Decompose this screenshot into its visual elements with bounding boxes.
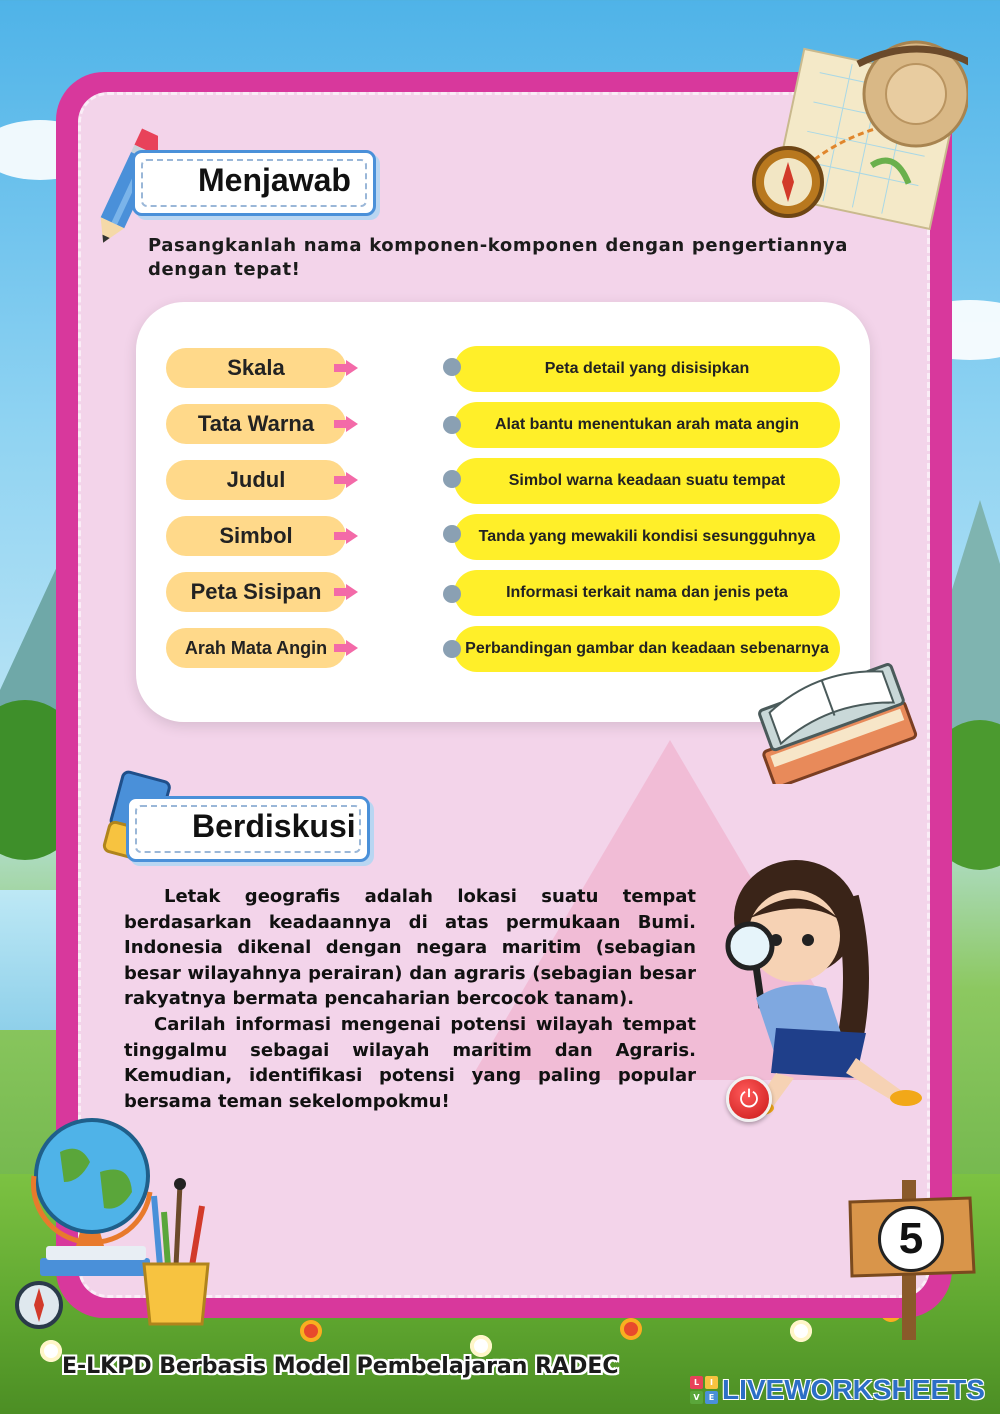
page-number: 5 xyxy=(878,1206,944,1272)
arrow-right-icon[interactable] xyxy=(334,472,360,488)
definition-1: Peta detail yang disisipkan xyxy=(454,346,840,392)
connector-dot[interactable] xyxy=(443,416,461,434)
map-hat-compass-decoration xyxy=(748,24,968,234)
term-peta-sisipan[interactable]: Peta Sisipan xyxy=(166,572,346,612)
logo-letter: L xyxy=(690,1376,703,1389)
arrow-right-icon[interactable] xyxy=(334,528,360,544)
definition-4: Tanda yang mewakili kondisi sesungguhnya xyxy=(454,514,840,560)
arrow-right-icon[interactable] xyxy=(334,584,360,600)
discussion-paragraph-2: Carilah informasi mengenai potensi wilayah tempat tinggalmu sebagai wilayah maritim dan Agraris. Kemudian, identifikasi potensi yang paling popular bersama teman sekelompokmu! xyxy=(124,1013,696,1112)
connector-dot[interactable] xyxy=(443,358,461,376)
connector-dot[interactable] xyxy=(443,470,461,488)
term-tata-warna[interactable]: Tata Warna xyxy=(166,404,346,444)
logo-letter: E xyxy=(705,1391,718,1404)
book-stack-icon xyxy=(746,656,922,784)
footer-title: E-LKPD Berbasis Model Pembelajaran RADEC xyxy=(62,1354,619,1379)
term-simbol[interactable]: Simbol xyxy=(166,516,346,556)
term-judul[interactable]: Judul xyxy=(166,460,346,500)
discussion-text xyxy=(124,884,696,1114)
flower xyxy=(620,1318,642,1340)
definition-5: Informasi terkait nama dan jenis peta xyxy=(454,570,840,616)
arrow-right-icon[interactable] xyxy=(334,360,360,376)
connector-dot[interactable] xyxy=(443,640,461,658)
arrow-right-icon[interactable] xyxy=(334,640,360,656)
arrow-right-icon[interactable] xyxy=(334,416,360,432)
compass-icon xyxy=(14,1280,64,1330)
flower xyxy=(300,1320,322,1342)
connector-dot[interactable] xyxy=(443,585,461,603)
liveworksheets-logo[interactable] xyxy=(690,1372,985,1408)
flower xyxy=(790,1320,812,1342)
menjawab-title: Menjawab xyxy=(198,162,351,198)
connector-dot[interactable] xyxy=(443,525,461,543)
definition-6: Perbandingan gambar dan keadaan sebenarnya xyxy=(454,626,840,672)
berdiskusi-title: Berdiskusi xyxy=(192,808,356,844)
liveworksheets-wordmark: LIVEWORKSHEETS xyxy=(722,1374,985,1405)
logo-letter: V xyxy=(690,1391,703,1404)
term-skala[interactable]: Skala xyxy=(166,348,346,388)
pencil-cup-icon xyxy=(136,1176,216,1326)
logo-letter: I xyxy=(705,1376,718,1389)
definition-3: Simbol warna keadaan suatu tempat xyxy=(454,458,840,504)
liveworksheets-icon xyxy=(690,1376,718,1404)
definition-2: Alat bantu menentukan arah mata angin xyxy=(454,402,840,448)
power-button[interactable]: ⏻ xyxy=(726,1076,772,1122)
term-arah-mata-angin[interactable]: Arah Mata Angin xyxy=(166,628,346,668)
discussion-paragraph-1: Letak geografis adalah lokasi suatu tempat berdasarkan keadaannya di atas permukaan Bumi. Indonesia dikenal dengan negara maritim (sebagian besar wilayahnya perairan) dan agraris (sebagian besar rakyatnya bermata pencaharian bercocok tanam). xyxy=(124,886,696,1010)
instruction-text: Pasangkanlah nama komponen-komponen dengan pengertiannya dengan tepat! xyxy=(148,235,848,280)
flower xyxy=(40,1340,62,1362)
